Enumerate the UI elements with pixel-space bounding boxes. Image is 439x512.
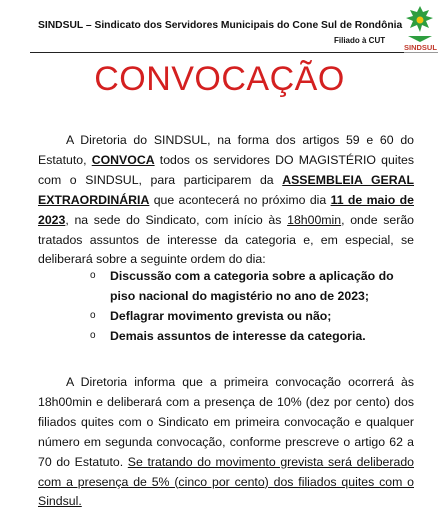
list-item — [90, 266, 420, 306]
text-span: A Diretoria informa que a primeira convocação ocorrerá às 18h00min e deliberará com a presença de 10% (dez por cento) dos filiados quites com o Sindicato em primeira convocação e qualquer número em segunda convocação, conforme prescreve o artigo 62 a 70 do Estatuto. — [38, 375, 414, 469]
list-item — [90, 306, 420, 326]
organization-name: SINDSUL – Sindicato dos Servidores Municipais do Cone Sul de Rondônia — [38, 20, 403, 31]
logo-wordmark: SINDSUL — [404, 43, 437, 52]
page-title: CONVOCAÇÃO — [94, 60, 345, 98]
bullet-circle-icon: o — [90, 270, 96, 281]
text-span: A Diretoria do SINDSUL, na forma dos artigos 59 e 60 do Estatuto, — [38, 133, 414, 167]
agenda-item-text: Demais assuntos de interesse da categoria. — [110, 329, 366, 343]
bullet-circle-icon: o — [90, 310, 96, 321]
agenda-item-text: Discussão com a categoria sobre a aplicação do piso nacional do magistério no ano de 2023; — [110, 269, 394, 303]
header-divider — [30, 52, 408, 53]
assembly-date: 11 de maio de 2023 — [38, 192, 414, 227]
start-time: 18h00min — [287, 212, 342, 227]
convocation-paragraph — [38, 131, 414, 270]
logo-underline — [404, 52, 438, 56]
assembly-name: ASSEMBLEIA GERAL EXTRAORDINÁRIA — [38, 172, 415, 207]
text-span: que acontecerá no próximo dia — [149, 192, 331, 207]
agenda-list — [90, 266, 420, 346]
agenda-item-text: Deflagrar movimento grevista ou não; — [110, 309, 332, 323]
text-span: , na sede do Sindicato, com início às — [65, 212, 288, 227]
bullet-circle-icon: o — [90, 330, 96, 341]
text-span: todos os servidores DO MAGISTÉRIO quites com o SINDSUL, para participarem da — [38, 152, 414, 187]
convoca-emphasis: CONVOCA — [91, 152, 155, 167]
text-span: , onde serão tratados assuntos de interesse da categoria e, em especial, se deliberará sobre a seguinte ordem do dia: — [38, 212, 414, 267]
affiliation-label: Filiado à CUT — [334, 36, 386, 45]
list-item — [90, 326, 420, 346]
strike-quorum-note: Se tratando do movimento grevista será deliberado com a presença de 5% (cinco por cento) dos filiados quites com o Sindsul. — [38, 454, 414, 509]
document-header — [0, 0, 439, 56]
quorum-paragraph — [38, 373, 414, 512]
